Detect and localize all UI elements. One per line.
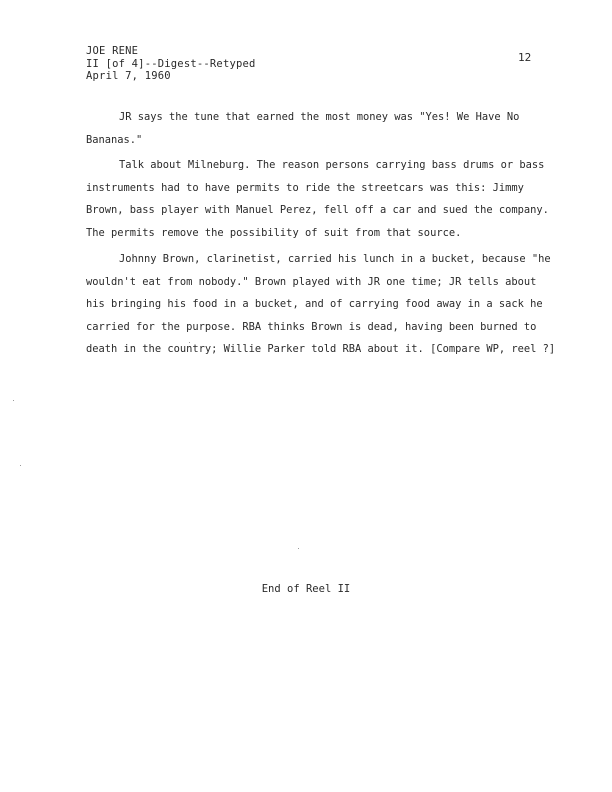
paragraph-milneburg: Talk about Milneburg. The reason persons carrying bass drums or bass instruments had to have permits to ride the streetcars was this: Jimmy Brown, bass player with Manuel Perez, fell off a car and sued the company. The permits remove the possibility of suit from that source. [86, 159, 549, 239]
paragraph-bananas: JR says the tune that earned the most money was "Yes! We Have No Bananas." [86, 111, 520, 146]
scan-speck [189, 342, 190, 343]
end-of-reel-note: End of Reel II [261, 583, 351, 595]
scan-speck [298, 548, 299, 549]
header-date: April 7, 1960 [86, 70, 171, 82]
scan-speck [13, 400, 14, 401]
page-number: 12 [518, 51, 532, 64]
header-reel-info: II [of 4]--Digest--Retyped [86, 57, 256, 70]
header-interviewee: JOE RENE [86, 45, 139, 57]
scan-speck [20, 465, 21, 466]
document-body [86, 106, 556, 361]
document-header [86, 45, 256, 83]
paragraph-johnny-brown: Johnny Brown, clarinetist, carried his lunch in a bucket, because "he wouldn't eat from nobody." Brown played with JR one time; JR tells about his bringing his food in a bucket, and of carrying food away in a sack he carried for the purpose. RBA thinks Brown is dead, having been burned to death in the country; Willie Parker told RBA about it. [Compare WP, reel ?] [86, 253, 556, 355]
